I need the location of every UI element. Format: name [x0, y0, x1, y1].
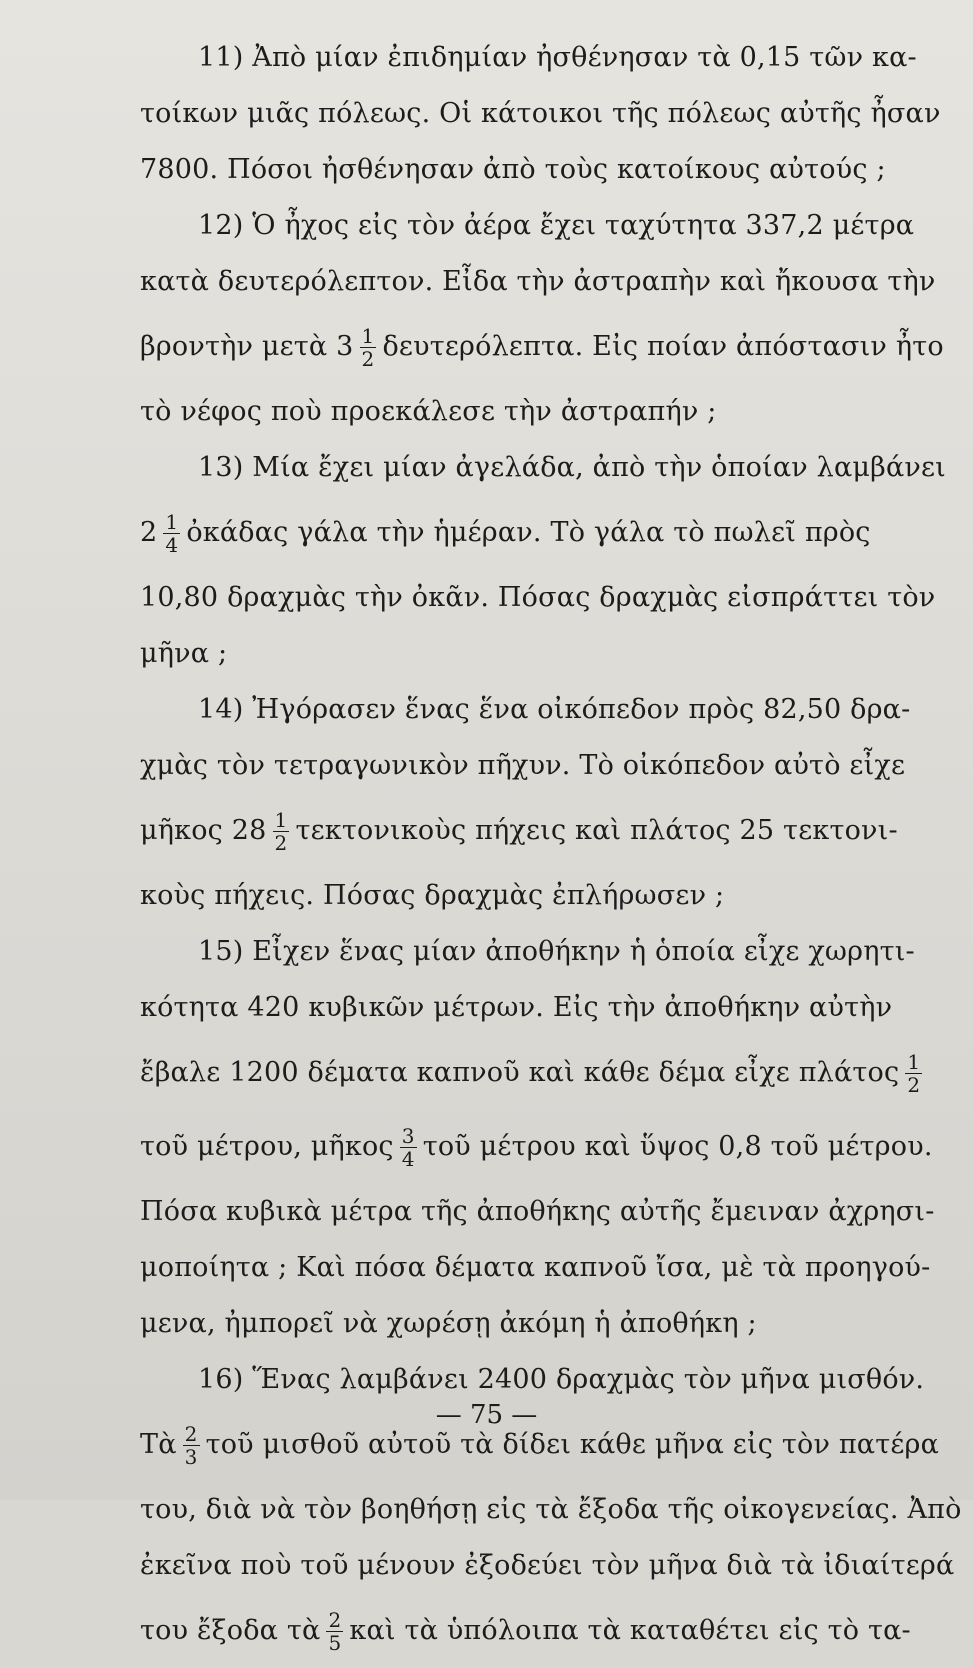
fraction-numerator: 2 [184, 1421, 198, 1446]
fraction-numerator: 3 [401, 1123, 415, 1148]
fraction [360, 325, 377, 370]
text-line: κοὺς πήχεις. Πόσας δραχμὰς ἐπλήρωσεν ; [140, 880, 725, 911]
fraction-numerator: 1 [274, 807, 288, 832]
text-line: 10,80 δραχμὰς τὴν ὀκᾶν. Πόσας δραχμὰς εἰσπράττει τὸν [140, 582, 936, 613]
fraction-denominator: 2 [274, 830, 288, 855]
fraction [905, 1051, 922, 1096]
text-line-fraction [140, 794, 940, 868]
text-line-fraction [140, 1036, 940, 1110]
fraction-denominator: 2 [907, 1072, 921, 1097]
fraction-numerator: 1 [165, 509, 179, 534]
text-line: τὸ νέφος ποὺ προεκάλεσε τὴν ἀστραπήν ; [140, 396, 717, 427]
text-line-fraction [140, 310, 944, 384]
text-segment: τοῦ μέτρου καὶ ὕψος 0,8 τοῦ μέτρου. [422, 1131, 933, 1162]
text-line: χμὰς τὸν τετραγωνικὸν πῆχυν. Τὸ οἰκόπεδον αὐτὸ εἶχε [140, 750, 906, 781]
fraction [400, 1125, 417, 1170]
text-segment: δευτερόλεπτα. Εἰς ποίαν ἀπόστασιν ἦτο [382, 331, 944, 362]
text-segment: τεκτονικοὺς πήχεις καὶ πλάτος 25 τεκτονι- [295, 815, 898, 846]
fraction-numerator: 1 [361, 323, 375, 348]
text-line-fraction [140, 1110, 940, 1184]
text-line: 12) Ὁ ἦχος εἰς τὸν ἀέρα ἔχει ταχύτητα 337,2 μέτρα [198, 210, 915, 241]
text-line-fraction [140, 496, 940, 570]
text-segment: βροντὴν μετὰ 3 [140, 331, 354, 362]
text-line-fraction [140, 1594, 940, 1668]
text-segment: του ἔξοδα τὰ [140, 1615, 321, 1646]
text-segment: ὀκάδας γάλα τὴν ἡμέραν. Τὸ γάλα τὸ πωλεῖ πρὸς [186, 517, 871, 548]
text-line: 14) Ἠγόρασεν ἕνας ἕνα οἰκόπεδον πρὸς 82,50 δρα- [198, 694, 911, 725]
text-line: 7800. Πόσοι ἠσθένησαν ἀπὸ τοὺς κατοίκους αὐτούς ; [140, 154, 886, 185]
fraction [273, 809, 290, 854]
text-line: του, διὰ νὰ τὸν βοηθήσῃ εἰς τὰ ἔξοδα τῆς οἰκογενείας. Ἀπὸ [140, 1494, 962, 1525]
fraction [326, 1609, 343, 1654]
text-segment: τοῦ μέτρου, μῆκος [140, 1131, 394, 1162]
text-line: μοποίητα ; Καὶ πόσα δέματα καπνοῦ ἴσα, μὲ τὰ προηγού- [140, 1252, 931, 1283]
text-line: μῆνα ; [140, 638, 228, 669]
fraction-denominator: 2 [361, 346, 375, 371]
fraction [163, 511, 180, 556]
fraction-numerator: 1 [907, 1049, 921, 1074]
text-line: κότητα 420 κυβικῶν μέτρων. Εἰς τὴν ἀποθήκην αὐτὴν [140, 992, 893, 1023]
text-line: κατὰ δευτερόλεπτον. Εἶδα τὴν ἀστραπὴν καὶ ἤκουσα τὴν [140, 266, 936, 297]
text-line: ἐκεῖνα ποὺ τοῦ μένουν ἐξοδεύει τὸν μῆνα διὰ τὰ ἰδιαίτερά [140, 1550, 955, 1581]
text-line: 15) Εἶχεν ἕνας μίαν ἀποθήκην ἡ ὁποία εἶχε χωρητι- [198, 936, 915, 967]
fraction-denominator: 4 [165, 532, 179, 557]
text-line: Πόσα κυβικὰ μέτρα τῆς ἀποθήκης αὐτῆς ἔμειναν ἀχρησι- [140, 1196, 935, 1227]
text-line: 13) Μία ἔχει μίαν ἀγελάδα, ἀπὸ τὴν ὁποίαν λαμβάνει [198, 452, 946, 483]
text-line: μενα, ἠμπορεῖ νὰ χωρέσῃ ἀκόμη ἡ ἀποθήκη ; [140, 1308, 757, 1339]
text-line: τοίκων μιᾶς πόλεως. Οἱ κάτοικοι τῆς πόλεως αὐτῆς ἦσαν [140, 98, 941, 129]
text-segment: 2 [140, 517, 158, 548]
text-line: 11) Ἀπὸ μίαν ἐπιδημίαν ἠσθένησαν τὰ 0,15 τῶν κα- [198, 42, 917, 73]
text-segment: Τὰ [140, 1429, 177, 1460]
fraction-denominator: 3 [184, 1444, 198, 1469]
fraction-numerator: 2 [328, 1607, 342, 1632]
text-segment: τοῦ μισθοῦ αὐτοῦ τὰ δίδει κάθε μῆνα εἰς τὸν πατέρα [205, 1429, 940, 1460]
text-line: 16) Ἕνας λαμβάνει 2400 δραχμὰς τὸν μῆνα μισθόν. [198, 1364, 925, 1395]
fraction-denominator: 5 [328, 1630, 342, 1655]
page-number: — 75 — [435, 1400, 538, 1430]
text-segment: ἔβαλε 1200 δέματα καπνοῦ καὶ κάθε δέμα εἶχε πλάτος [140, 1057, 900, 1088]
text-segment: μῆκος 28 [140, 815, 267, 846]
text-segment: καὶ τὰ ὑπόλοιπα τὰ καταθέτει εἰς τὸ τα- [349, 1615, 911, 1646]
fraction-denominator: 4 [401, 1146, 415, 1171]
